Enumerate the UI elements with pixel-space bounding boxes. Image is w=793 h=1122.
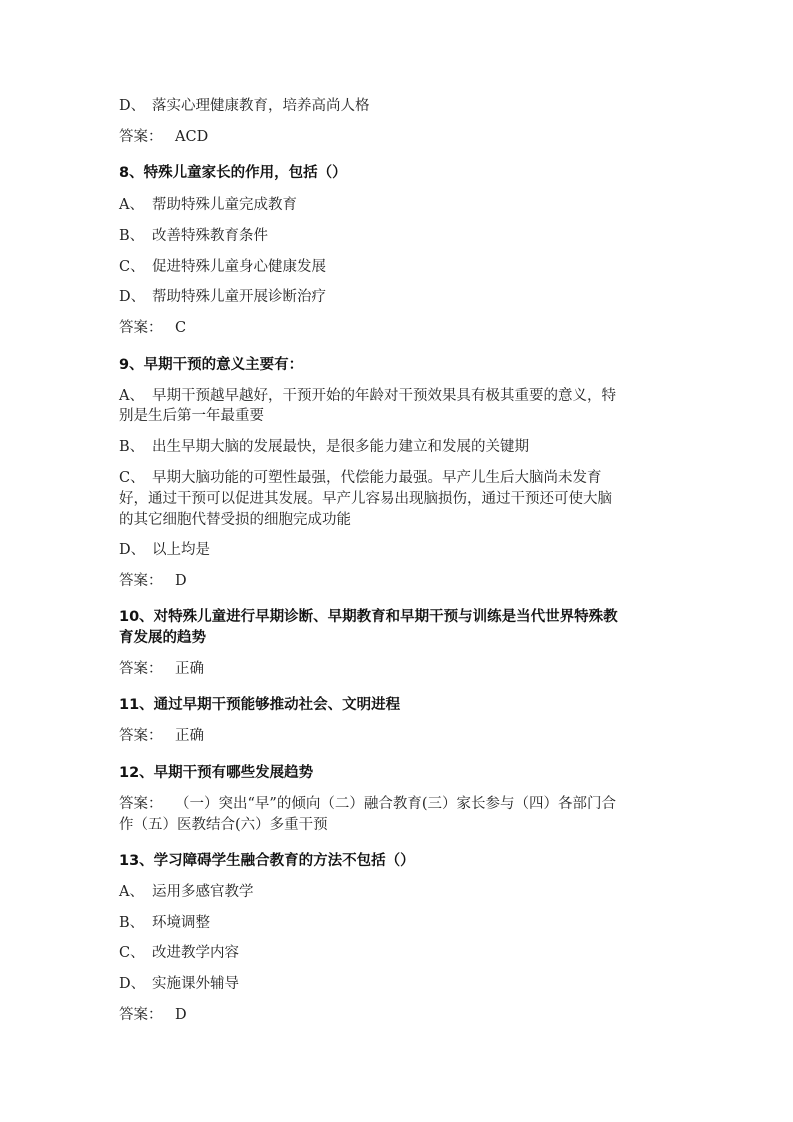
option-a: A、 帮助特殊儿童完成教育: [119, 197, 297, 213]
question-8: 8、特殊儿童家长的作用，包括（）: [119, 165, 347, 181]
answer-line: 答案： 正确: [119, 728, 204, 744]
question-11: 11、通过早期干预能够推动社会、文明进程: [119, 697, 401, 713]
option-c: C、 促进特殊儿童身心健康发展: [119, 259, 326, 275]
option-d: D、 落实心理健康教育，培养高尚人格: [119, 98, 370, 114]
option-d: D、 以上均是: [119, 542, 210, 558]
answer-line: 答案： （一）突出“早”的倾向（二）融合教育(三）家长参与（四）各部门合: [119, 796, 616, 812]
option-c-continued: 的其它细胞代替受损的细胞完成功能: [119, 512, 351, 528]
option-d: D、 实施课外辅导: [119, 976, 239, 992]
question-10: 10、对特殊儿童进行早期诊断、早期教育和早期干预与训练是当代世界特殊教: [119, 609, 618, 625]
question-10-continued: 育发展的趋势: [119, 630, 206, 646]
answer-line: 答案： D: [119, 573, 187, 589]
question-13: 13、学习障碍学生融合教育的方法不包括（）: [119, 853, 415, 869]
option-b: B、 改善特殊教育条件: [119, 228, 268, 244]
option-d: D、 帮助特殊儿童开展诊断治疗: [119, 289, 326, 305]
question-12: 12、早期干预有哪些发展趋势: [119, 765, 314, 781]
answer-line: 答案： C: [119, 320, 187, 336]
answer-line: 答案： ACD: [119, 129, 209, 145]
option-c: C、 改进教学内容: [119, 945, 239, 961]
question-9: 9、早期干预的意义主要有：: [119, 357, 304, 373]
option-a: A、 运用多感官教学: [119, 884, 254, 900]
option-b: B、 环境调整: [119, 915, 210, 931]
option-a: A、 早期干预越早越好，干预开始的年龄对干预效果具有极其重要的意义，特: [119, 388, 616, 404]
answer-line: 答案： D: [119, 1007, 187, 1023]
answer-line: 答案： 正确: [119, 661, 204, 677]
option-c: C、 早期大脑功能的可塑性最强，代偿能力最强。早产儿生后大脑尚未发育: [119, 470, 602, 486]
option-b: B、 出生早期大脑的发展最快，是很多能力建立和发展的关键期: [119, 439, 529, 455]
option-a-continued: 别是生后第一年最重要: [119, 408, 264, 424]
answer-continued: 作（五）医教结合(六）多重干预: [119, 817, 328, 833]
option-c-continued: 好，通过干预可以促进其发展。早产儿容易出现脑损伤，通过干预还可使大脑: [119, 491, 612, 507]
